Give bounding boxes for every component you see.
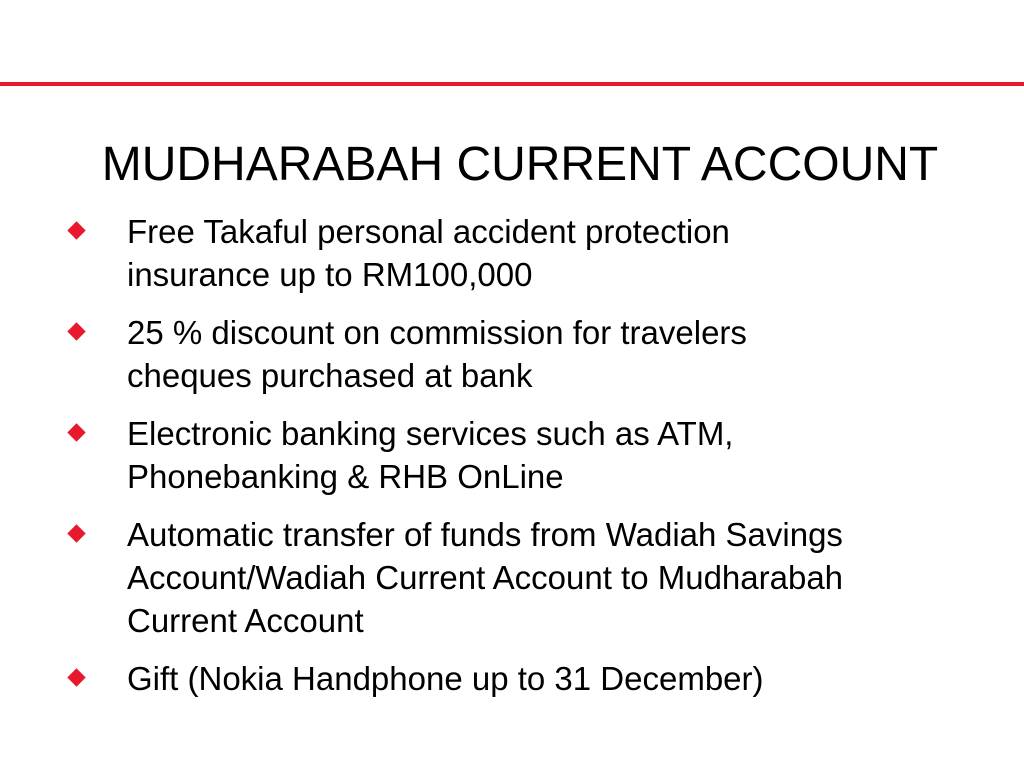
bullet-text-line: Phonebanking & RHB OnLine (127, 458, 564, 495)
bullet-text-line: insurance up to RM100,000 (127, 256, 533, 293)
bullet-text-line: Account/Wadiah Current Account to Mudharabah (127, 559, 844, 596)
bullet-text-line: Gift (Nokia Handphone up to 31 December) (127, 660, 764, 697)
bullet-item (62, 412, 1012, 498)
red-diamond-icon (67, 524, 85, 542)
bullet-text-line: cheques purchased at bank (127, 357, 533, 394)
red-diamond-icon (67, 668, 85, 686)
bullet-item (62, 210, 1012, 296)
bullet-item (62, 657, 1012, 700)
top-red-rule (0, 82, 1024, 86)
bullet-text-line: Automatic transfer of funds from Wadiah Savings (127, 516, 843, 553)
slide-title: MUDHARABAH CURRENT ACCOUNT (101, 138, 939, 191)
bullet-item (62, 311, 1012, 397)
bullet-text-line: Electronic banking services such as ATM, (127, 415, 734, 452)
red-diamond-icon (67, 221, 85, 239)
bullet-text-line: Current Account (127, 602, 364, 639)
red-diamond-icon (67, 423, 85, 441)
bullet-item (62, 513, 1012, 642)
bullet-text-line: 25 % discount on commission for travelers (127, 314, 747, 351)
bullet-list (62, 210, 1012, 700)
bullet-text-line: Free Takaful personal accident protection (127, 213, 730, 250)
red-diamond-icon (67, 322, 85, 340)
